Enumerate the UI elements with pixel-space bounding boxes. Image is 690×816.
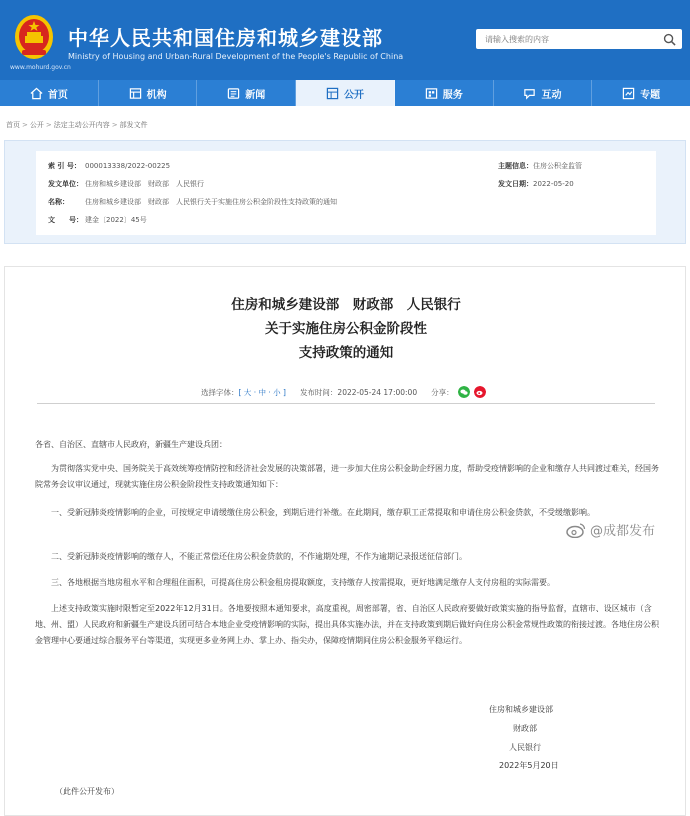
article-panel [4,266,686,816]
nav-label: 机构 [146,89,167,101]
article-title-line3: 支持政策的通知 [298,345,394,361]
search-box [476,29,682,49]
national-emblem-icon [14,14,54,60]
nav-item-news[interactable] [197,80,296,106]
nav-item-interaction[interactable] [494,80,593,106]
signature-pboc: 人民银行 [509,743,541,752]
font-size-selector[interactable]: [ 大 · 中 · 小 ] [238,387,286,397]
topic-icon [622,87,635,100]
search-icon[interactable] [663,33,676,46]
paragraph-2: 一、受新冠肺炎疫情影响的企业，可按规定申请缓缴住房公积金，到期后进行补缴。在此期间，缴存职工正常提取和申请住房公积金贷款，不受缓缴影响。 [51,508,595,517]
nav-label: 公开 [344,89,365,101]
nav-label: 新闻 [245,89,266,101]
watermark-text: @成都发布 [590,524,656,539]
share-label: 分享： [431,387,454,397]
paragraph-4: 三、各地根据当地房租水平和合理租住面积，可提高住房公积金租房提取额度，支持缴存人按需提取，更好地满足缴存人支付房租的实际需要。 [51,578,555,587]
meta-date: 发文日期：2022-05-20 [498,180,574,188]
document-meta-inner [36,151,656,235]
weibo-share-icon[interactable] [474,386,486,398]
breadcrumb-documents[interactable]: 部发文件 [119,121,148,129]
nav-label: 互动 [541,89,562,101]
nav-label: 专题 [640,89,661,101]
nav-item-service[interactable] [395,80,494,106]
meta-index: 索 引 号： 000013338/2022-00225 [48,162,171,170]
weibo-logo-icon [566,522,586,538]
site-title: 中华人民共和国住房和城乡建设部 [68,26,383,50]
site-header [0,0,690,80]
nav-label: 服务 [442,89,463,101]
home-icon [30,87,43,100]
font-size-label: 选择字体： [201,387,239,397]
open-icon [326,87,339,100]
meta-issuer: 发文单位： 住房和城乡建设部 财政部 人民银行 [48,180,204,188]
nav-item-home[interactable] [0,80,99,106]
institution-icon [129,87,142,100]
watermark [566,520,655,539]
article-title-line1: 住房和城乡建设部 财政部 人民银行 [231,297,461,313]
nav-label: 首页 [47,89,68,101]
nav-item-topic[interactable] [592,80,690,106]
site-url: www.mohurd.gov.cn [10,64,71,71]
publication-note: （此件公开发布） [55,787,119,796]
wechat-share-icon[interactable] [458,386,470,398]
salutation: 各省、自治区、直辖市人民政府，新疆生产建设兵团： [35,440,227,449]
meta-name: 名称： 住房和城乡建设部 财政部 人民银行关于实施住房公积金阶段性支持政策的通知 [48,198,337,206]
meta-theme: 主题信息：住房公积金监管 [498,162,582,170]
divider [37,403,655,404]
breadcrumb-open[interactable]: 公开 [29,121,44,129]
breadcrumb-home[interactable]: 首页 [6,121,20,129]
service-icon [425,87,438,100]
signature-mohurd: 住房和城乡建设部 [489,705,553,714]
interaction-icon [523,87,536,100]
article-toolbar [201,386,486,398]
paragraph-5: 上述支持政策实施时限暂定至2022年12月31日。各地要按照本通知要求，高度重视，周密部署，省、自治区人民政府要做好政策实施的指导监督，直辖市、设区城市（含地、州、盟）人民政府和新疆生产建设兵团可结合本地企业受疫情影响的实际，提出具体实施办法，并在支持政策到期后做好向住房公积金常规性政策的衔接过渡。各地住房公积金管理中心要通过综合服务平台等渠道，实现更多业务网上办、掌上办、指尖办，保障疫情期间住房公积金服务平稳运行。 [35,604,659,645]
signature-mof: 财政部 [513,724,537,733]
search-input[interactable] [476,29,656,49]
site-subtitle: Ministry of Housing and Urban-Rural Development of the People's Republic of China [68,52,404,61]
news-icon [227,87,240,100]
paragraph-1: 为贯彻落实党中央、国务院关于高效统筹疫情防控和经济社会发展的决策部署，进一步加大住房公积金助企纾困力度，帮助受疫情影响的企业和缴存人共同渡过难关，经国务院常务会议审议通过，现就实施住房公积金阶段性支持政策通知如下： [35,464,659,489]
signature-date: 2022年5月20日 [499,761,559,770]
paragraph-3: 二、受新冠肺炎疫情影响的缴存人，不能正常偿还住房公积金贷款的，不作逾期处理，不作为逾期记录报送征信部门。 [51,552,467,561]
article-title-line2: 关于实施住房公积金阶段性 [265,321,427,337]
meta-doc-number: 文 号： 建金〔2022〕45号 [48,216,147,224]
document-meta-panel [4,140,686,244]
breadcrumb-statutory[interactable]: 法定主动公开内容 [53,121,110,129]
breadcrumb: 首页 > 公开 > 法定主动公开内容 > 部发文件 [6,121,148,129]
main-nav [0,80,690,106]
nav-item-institution[interactable] [99,80,198,106]
publish-time: 发布时间：2022-05-24 17:00:00 [299,387,418,397]
nav-item-open[interactable] [296,80,395,106]
